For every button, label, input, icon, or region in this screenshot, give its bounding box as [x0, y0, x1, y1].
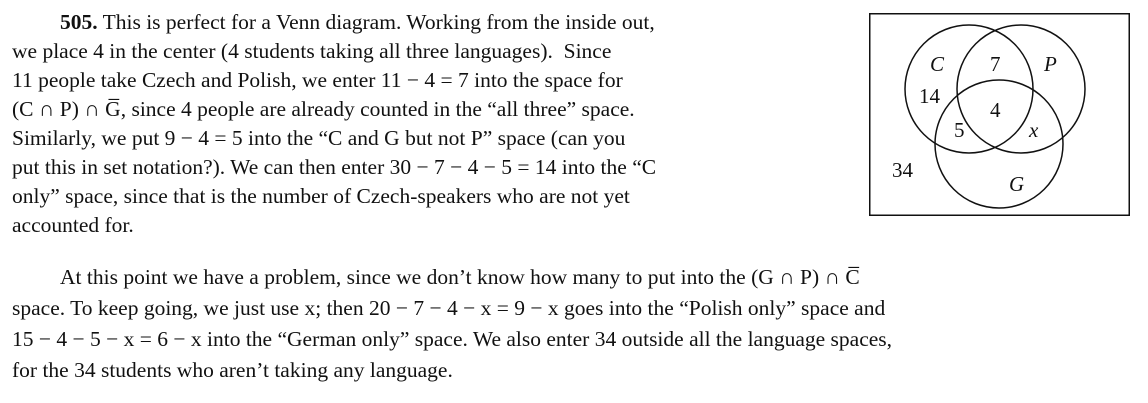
paragraph-1-line: only” space, since that is the number of Czech-speakers who are not yet [12, 184, 630, 208]
paragraph-2-line: for the 34 students who aren’t taking any language. [12, 358, 453, 382]
paragraph-1-line-text: This is perfect for a Venn diagram. Working from the inside out, [97, 10, 655, 34]
region-czech-german: 5 [954, 118, 965, 142]
paragraph-2-line: At this point we have a problem, since we don’t know how many to put into the (G ∩ P) ∩ C̅ [60, 265, 860, 289]
paragraph-2-line: space. To keep going, we just use x; then 20 − 7 − 4 − x = 9 − x goes into the “Polish only” space and [12, 296, 886, 320]
paragraph-1-line: put this in set notation?). We can then enter 30 − 7 − 4 − 5 = 14 into the “C [12, 155, 657, 179]
polish-set-label: P [1044, 52, 1057, 76]
german-set-label: G [1009, 172, 1025, 196]
region-all-three: 4 [990, 98, 1001, 122]
paragraph-2-line: 15 − 4 − 5 − x = 6 − x into the “German only” space. We also enter 34 outside all the language spaces, [12, 327, 893, 351]
problem-number: 505. [60, 10, 98, 34]
paragraph-1-line: 11 people take Czech and Polish, we enter 11 − 4 = 7 into the space for [12, 68, 623, 92]
region-czech-only: 14 [919, 84, 940, 108]
paragraph-1 [12, 8, 850, 240]
czech-set-label: C [930, 52, 945, 76]
paragraph-2 [12, 262, 1140, 386]
paragraph-1-line: accounted for. [12, 213, 134, 237]
region-german-polish: x [1029, 118, 1039, 142]
paragraph-1-line: we place 4 in the center (4 students taking all three languages). Since [12, 39, 612, 63]
venn-diagram [869, 13, 1130, 216]
region-outside: 34 [892, 158, 913, 182]
paragraph-1-line: (C ∩ P) ∩ G̅, since 4 people are already counted in the “all three” space. [12, 97, 635, 121]
venn-diagram-svg [869, 13, 1130, 216]
region-czech-polish: 7 [990, 52, 1001, 76]
paragraph-1-line [12, 8, 850, 37]
paragraph-1-line: Similarly, we put 9 − 4 = 5 into the “C and G but not P” space (can you [12, 126, 626, 150]
